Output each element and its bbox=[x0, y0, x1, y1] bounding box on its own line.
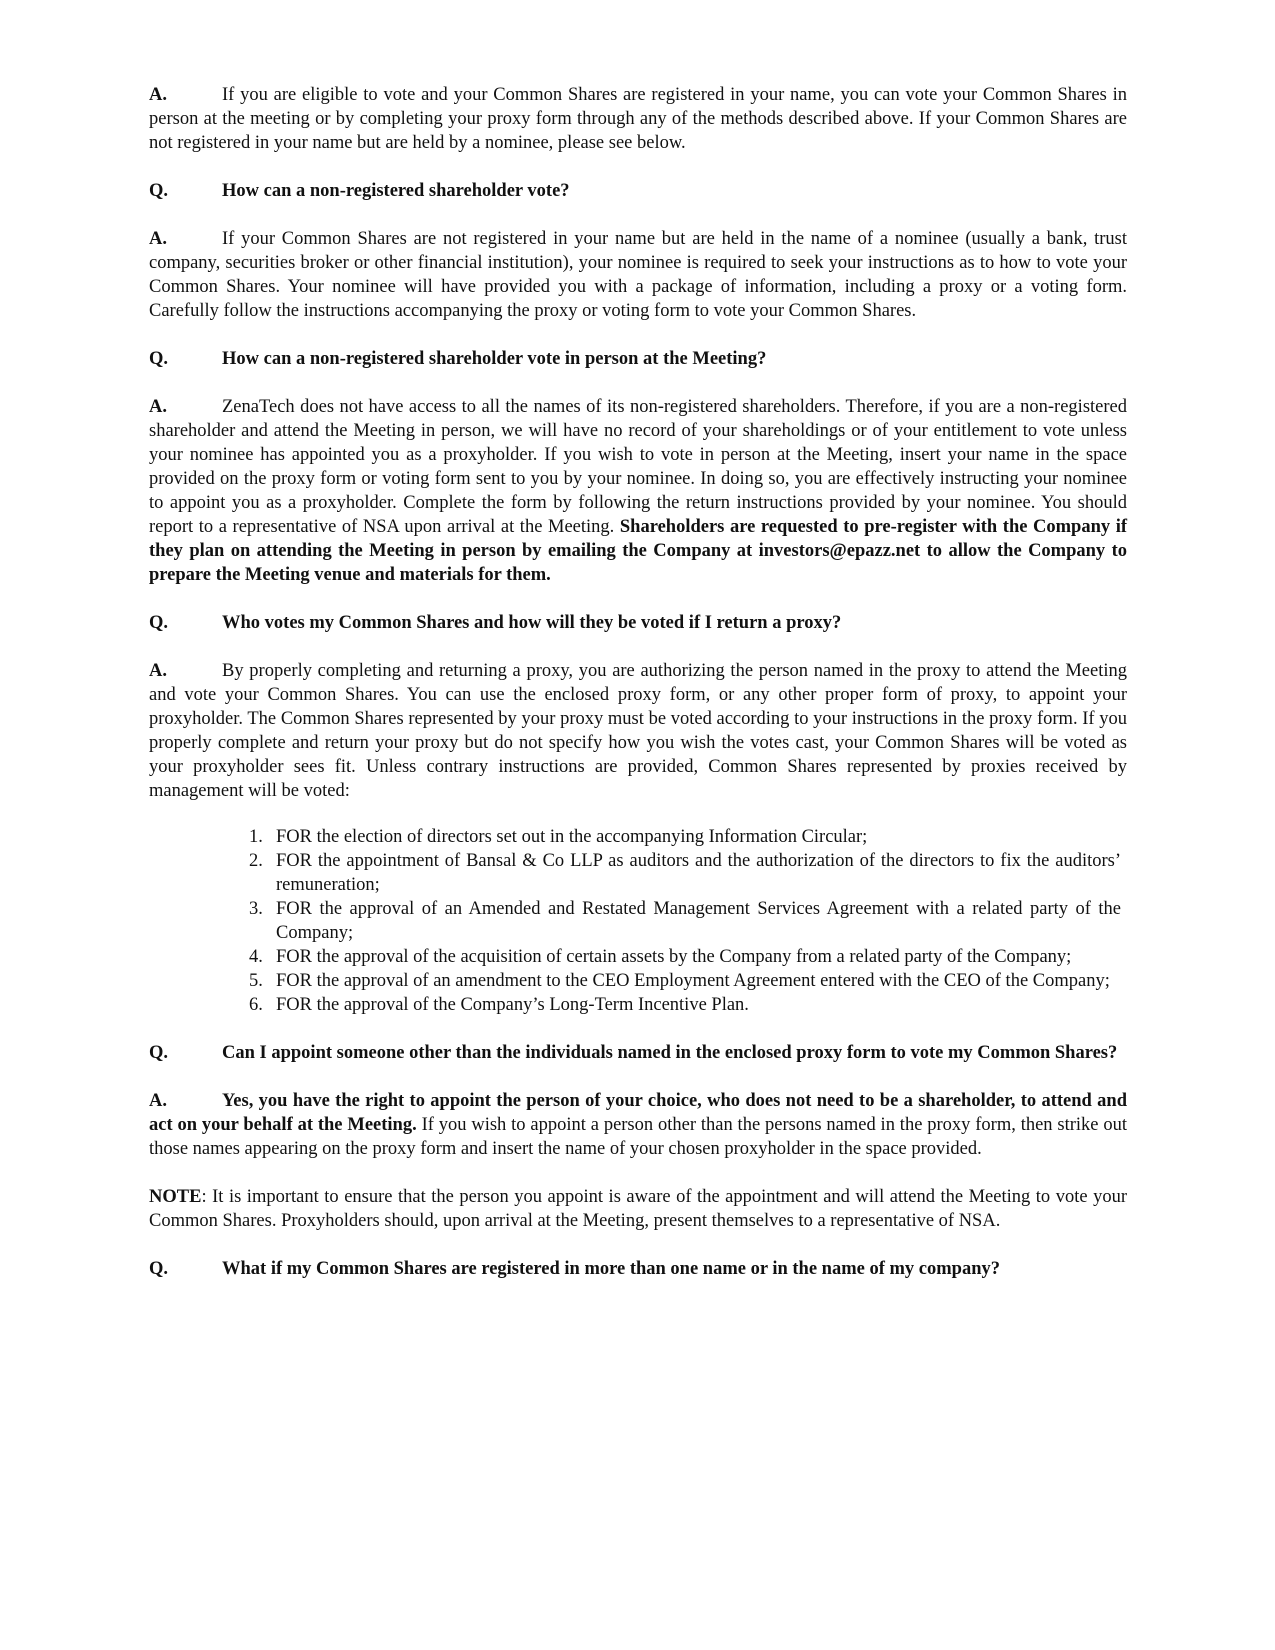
question-text: What if my Common Shares are registered in more than one name or in the name of my company? bbox=[222, 1259, 1000, 1279]
question-nonregistered-vote bbox=[149, 179, 1127, 203]
list-item: 3. FOR the approval of an Amended and Restated Management Services Agreement with a related party of the Company; bbox=[249, 899, 1121, 943]
answer-nonregistered-vote bbox=[149, 227, 1127, 323]
list-item: 4. FOR the approval of the acquisition of certain assets by the Company from a related party of the Company; bbox=[249, 947, 1072, 967]
question-text: How can a non-registered shareholder vote in person at the Meeting? bbox=[222, 349, 767, 369]
note-label: NOTE bbox=[149, 1187, 202, 1207]
question-multiple-names bbox=[149, 1257, 1127, 1281]
question-appoint-proxy bbox=[149, 1041, 1127, 1065]
answer-registered-vote bbox=[149, 83, 1127, 155]
question-vote-in-person bbox=[149, 347, 1127, 371]
answer-text: If your Common Shares are not registered in your name but are held in the name of a nominee (usually a bank, trust company, securities broker or other financial institution), your nominee is required to seek your instructions as to how to vote your Common Shares. Your nominee will have provided you with a package of information, including a proxy or a voting form. Carefully follow the instructions accompanying the proxy or voting form to vote your Common Shares. bbox=[149, 229, 1127, 321]
question-text: How can a non-registered shareholder vote? bbox=[222, 181, 570, 201]
document-page bbox=[149, 83, 1127, 1305]
question-text: Can I appoint someone other than the individuals named in the enclosed proxy form to vote my Common Shares? bbox=[222, 1043, 1118, 1063]
answer-text: If you wish to appoint a person other than the persons named in the proxy form, then strike out those names appearing on the proxy form and insert the name of your chosen proxyholder in the space provided. bbox=[149, 1115, 1128, 1159]
voting-items-list bbox=[149, 825, 1127, 1017]
answer-appoint-proxy bbox=[149, 1089, 1127, 1161]
question-text: Who votes my Common Shares and how will they be voted if I return a proxy? bbox=[222, 613, 842, 633]
answer-label: A. bbox=[149, 661, 167, 681]
answer-text: ZenaTech does not have access to all the names of its non-registered shareholders. Therefore, if you are a non-registered shareholder and attend the Meeting in person, we will have no record of your shareholdings or of your entitlement to vote unless your nominee has appointed you as a proxyholder. If you wish to vote in person at the Meeting, insert your name in the space provided on the proxy form or voting form sent to you by your nominee. In doing so, you are effectively instructing your nominee to appoint you as a proxyholder. Complete the form by following the return instructions provided by your nominee. You should report to a representative of NSA upon arrival at the Meeting. bbox=[149, 397, 1127, 537]
list-item: 6. FOR the approval of the Company’s Long-Term Incentive Plan. bbox=[249, 995, 749, 1015]
answer-label: A. bbox=[149, 85, 167, 105]
list-item: 1. FOR the election of directors set out in the accompanying Information Circular; bbox=[249, 827, 868, 847]
answer-vote-in-person bbox=[149, 395, 1127, 587]
answer-who-votes bbox=[149, 659, 1127, 803]
answer-label: A. bbox=[149, 1091, 167, 1111]
pre-register-notice: Shareholders are requested to pre-register with the Company if they plan on attending the Meeting in person by emailing the Company at investors@epazz.net to allow the Company to prepare the Meeting venue and materials for them. bbox=[149, 517, 1128, 585]
answer-bold-text: Yes, you have the right to appoint the person of your choice, who does not need to be a shareholder, to attend and act on your behalf at the Meeting. bbox=[149, 1091, 1127, 1135]
question-label: Q. bbox=[149, 1043, 169, 1063]
answer-text: If you are eligible to vote and your Common Shares are registered in your name, you can vote your Common Shares in person at the meeting or by completing your proxy form through any of the methods described above. If your Common Shares are not registered in your name but are held by a nominee, please see below. bbox=[149, 85, 1127, 153]
question-label: Q. bbox=[149, 181, 169, 201]
list-item: 5. FOR the approval of an amendment to the CEO Employment Agreement entered with the CEO of the Company; bbox=[249, 971, 1110, 991]
question-label: Q. bbox=[149, 613, 169, 633]
note-paragraph bbox=[149, 1185, 1127, 1233]
answer-text: By properly completing and returning a proxy, you are authorizing the person named in the proxy to attend the Meeting and vote your Common Shares. You can use the enclosed proxy form, or any other proper form of proxy, to appoint your proxyholder. The Common Shares represented by your proxy must be voted according to your instructions in the proxy form. If you properly complete and return your proxy but do not specify how you wish the votes cast, your Common Shares will be voted as your proxyholder sees fit. Unless contrary instructions are provided, Common Shares represented by proxies received by management will be voted: bbox=[149, 661, 1127, 801]
question-label: Q. bbox=[149, 1259, 169, 1279]
question-label: Q. bbox=[149, 349, 169, 369]
list-item: 2. FOR the appointment of Bansal & Co LLP as auditors and the authorization of the directors to fix the auditors’ remuneration; bbox=[249, 851, 1121, 895]
answer-label: A. bbox=[149, 397, 167, 417]
note-text: : It is important to ensure that the person you appoint is aware of the appointment and will attend the Meeting to vote your Common Shares. Proxyholders should, upon arrival at the Meeting, present themselves to a representative of NSA. bbox=[149, 1187, 1127, 1231]
question-who-votes bbox=[149, 611, 1127, 635]
answer-label: A. bbox=[149, 229, 167, 249]
